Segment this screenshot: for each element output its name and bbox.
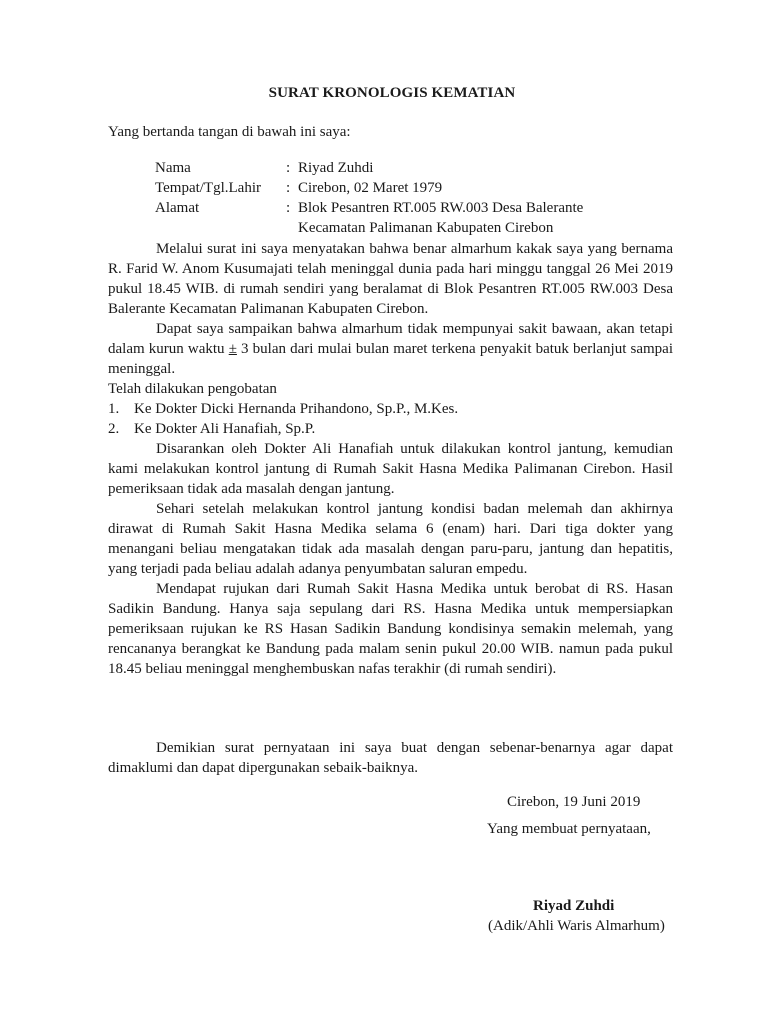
identity-row-address [155, 198, 658, 218]
list-text: Ke Dokter Dicki Hernanda Prihandono, Sp.P., M.Kes. [134, 401, 459, 417]
address-value-line-1: Blok Pesantren RT.005 RW.003 Desa Balerante [298, 200, 584, 216]
signature-role: Yang membuat pernyataan, [487, 821, 651, 837]
intro-line: Yang bertanda tangan di bawah ini saya: [108, 124, 351, 140]
list-number: 1. [108, 401, 120, 417]
list-item [108, 419, 673, 439]
paragraph-2-text-b: 3 bulan dari mulai bulan maret terkena penyakit batuk berlanjut sampai meninggal. [108, 341, 673, 377]
list-text: Ke Dokter Ali Hanafiah, Sp.P. [134, 421, 316, 437]
letter-body [108, 239, 673, 679]
identity-table [155, 158, 658, 238]
paragraph-2-text-a: Dapat saya sampaikan bahwa almarhum tidak mempunyai sakit bawaan, akan tetapi dalam kurun waktu [108, 321, 673, 357]
paragraph-1: Melalui surat ini saya menyatakan bahwa benar almarhum kakak saya yang bernama R. Farid W. Anom Kusumajati telah meninggal dunia pada hari minggu tanggal 26 Mei 2019 pukul 18.45 WIB. di rumah sendiri yang beralamat di Blok Pesantren RT.005 RW.003 Desa Balerante Kecamatan Palimanan Kabupaten Cirebon. [108, 241, 673, 317]
identity-row-birth [155, 178, 658, 198]
identity-row-name [155, 158, 658, 178]
treatment-heading: Telah dilakukan pengobatan [108, 381, 277, 397]
list-item [108, 399, 673, 419]
name-label: Nama [155, 160, 191, 176]
identity-row-address-cont [155, 218, 658, 238]
colon: : [286, 200, 291, 216]
birth-value: Cirebon, 02 Maret 1979 [298, 180, 443, 196]
signature-name: Riyad Zuhdi [533, 898, 615, 914]
name-value: Riyad Zuhdi [298, 160, 374, 176]
signature-relation: (Adik/Ahli Waris Almarhum) [488, 918, 665, 934]
letter-title: SURAT KRONOLOGIS KEMATIAN [268, 85, 516, 101]
paragraph-3: Disarankan oleh Dokter Ali Hanafiah untuk dilakukan kontrol jantung, kemudian kami melakukan kontrol jantung di Rumah Sakit Hasna Medika Palimanan Cirebon. Hasil pemeriksaan tidak ada masalah dengan jantung. [108, 441, 673, 497]
colon: : [286, 180, 291, 196]
list-number: 2. [108, 421, 120, 437]
colon: : [286, 160, 291, 176]
address-value-line-2: Kecamatan Palimanan Kabupaten Cirebon [298, 220, 554, 236]
closing-body [108, 738, 673, 778]
paragraph-5: Mendapat rujukan dari Rumah Sakit Hasna Medika untuk berobat di RS. Hasan Sadikin Bandung. Hanya saja sepulang dari RS. Hasna Medika untuk mempersiapkan pemeriksaan rujukan ke RS Hasan Sadikin Bandung kondisinya semakin melemah, yang rencananya berangkat ke Bandung pada malam senin pukul 20.00 WIB. namun pada pukul 18.45 beliau meninggal menghembuskan nafas terakhir (di rumah sendiri). [108, 581, 673, 677]
address-label: Alamat [155, 200, 200, 216]
plus-minus-symbol: ± [228, 341, 237, 357]
paragraph-6: Demikian surat pernyataan ini saya buat dengan sebenar-benarnya agar dapat dimaklumi dan dapat dipergunakan sebaik-baiknya. [108, 740, 673, 776]
birth-label: Tempat/Tgl.Lahir [155, 180, 261, 196]
signature-place-date: Cirebon, 19 Juni 2019 [507, 794, 641, 810]
paragraph-2 [108, 319, 673, 379]
paragraph-4: Sehari setelah melakukan kontrol jantung kondisi badan melemah dan akhirnya dirawat di Rumah Sakit Hasna Medika selama 6 (enam) hari. Dari tiga dokter yang menangani beliau mengatakan tidak ada masalah dengan paru-paru, jantung dan hepatitis, yang terjadi pada beliau adalah adanya penyumbatan saluran empedu. [108, 501, 673, 577]
